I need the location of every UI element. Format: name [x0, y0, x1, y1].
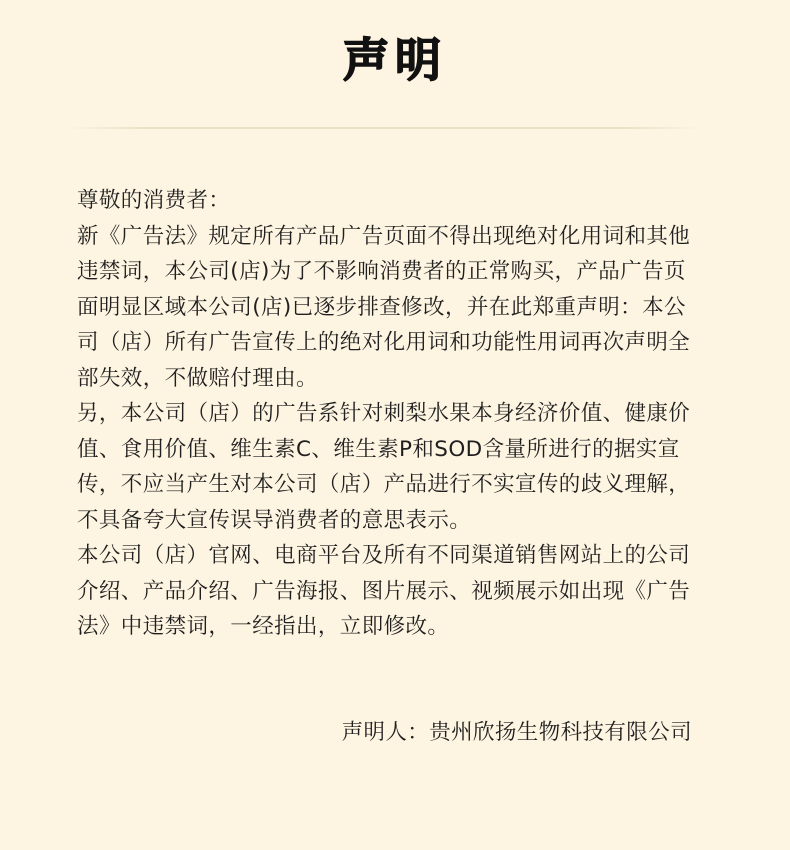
statement-paragraph-1: 新《广告法》规定所有产品广告页面不得出现绝对化用词和其他违禁词，本公司(店)为了不影响消费者的正常购买，产品广告页面明显区域本公司(店)已逐步排查修改，并在此郑重声明：本公司（店）所有广告宣传上的绝对化用词和功能性用词再次声明全部失效，不做赔付理由。 [77, 223, 691, 391]
title-divider [66, 127, 702, 129]
statement-body [77, 183, 697, 645]
greeting: 尊敬的消费者： [77, 188, 231, 213]
page-title: 声明 [343, 33, 447, 87]
statement-paragraph-2: 另，本公司（店）的广告系针对刺梨水果本身经济价值、健康价值、食用价值、维生素C、维生素P和SOD含量所进行的据实宣传，不应当产生对本公司（店）产品进行不实宣传的歧义理解，不具备夸大宣传误导消费者的意思表示。 [77, 401, 691, 533]
signature: 声明人：贵州欣扬生物科技有限公司 [341, 720, 692, 745]
statement-paragraph-3: 本公司（店）官网、电商平台及所有不同渠道销售网站上的公司介绍、产品介绍、广告海报、图片展示、视频展示如出现《广告法》中违禁词，一经指出，立即修改。 [77, 543, 691, 639]
